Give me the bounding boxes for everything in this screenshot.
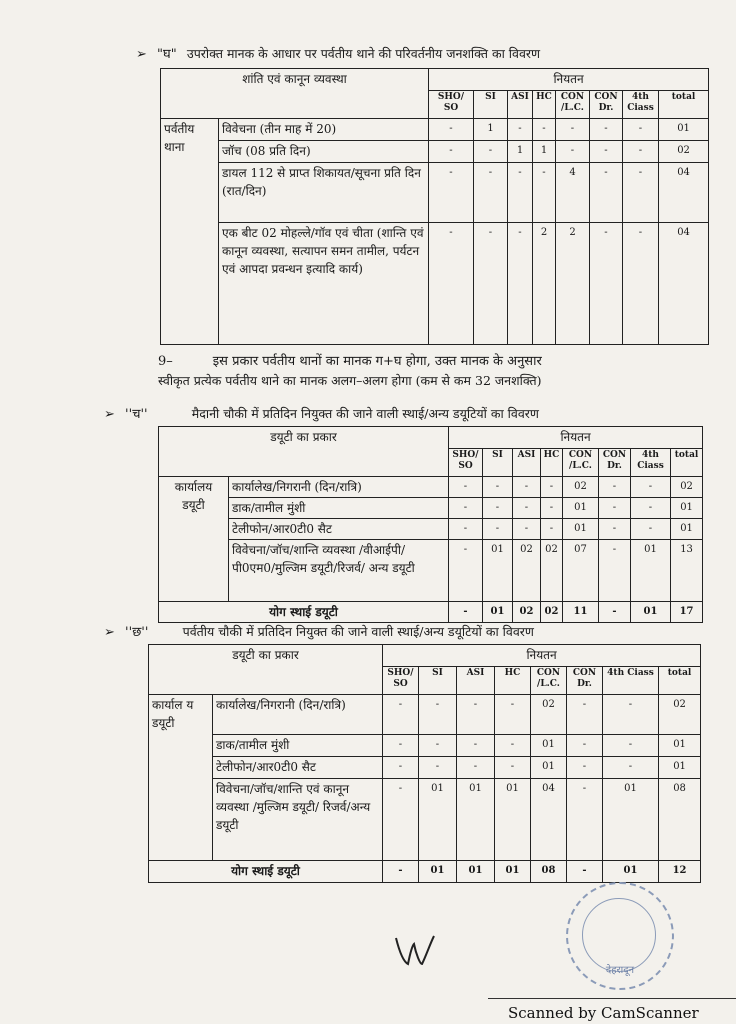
para-number: 9– bbox=[158, 354, 173, 369]
table-chha: डयूटी का प्रकार नियतन SHO/ SO SI ASI HC CON /L.C. CON Dr. 4th Ciass total कार्याल य डयूटी कार्यालेख/निगरानी (दिन/रात्रि) - - - - 02 - - 02 डाक/तामील मुंशी - - - - 01 - - 01 टेलीफोन/आर0टी0 सैट - - - - 01 - - 01 विवेचना/जॉच/शान्ति एवं कानून व्यवस्था /मुल्जिम डयूटी/ रिजर्व/अन्य डयूटी - 01 01 01 04 - 01 08 योग स्थाई डयूटी - 01 01 01 08 - 01 12 bbox=[148, 644, 701, 883]
section-gha-heading: ➢ "घ" उपरोक्त मानक के आधार पर पर्वतीय थाने की परिवर्तनीय जनशक्ति का विवरण bbox=[136, 46, 541, 62]
divider bbox=[488, 998, 736, 999]
col-head: शांति एवं कानून व्यवस्था bbox=[161, 69, 429, 119]
table-row: विवेचना/जॉच/शान्ति व्यवस्था /वीआईपी/पी0एम0/मुल्जिम डयूटी/रिजर्व/ अन्य डयूटी - 01 02 02 07 - 01 13 bbox=[159, 540, 703, 602]
table-cha: डयूटी का प्रकार नियतन SHO/ SO SI ASI HC CON /L.C. CON Dr. 4th Ciass total कार्यालय डयूटी कार्यालेख/निगरानी (दिन/रात्रि) - - - - 02 - - 02 डाक/तामील मुंशी - - - - 01 - - 01 टेलीफोन/आर0टी0 सैट - - - - 01 - - 01 विवेचना/जॉच/शान्ति व्यवस्था /वीआईपी/पी0एम0/मुल्जिम डयूटी/रिजर्व/ अन्य डयूटी - 01 02 02 07 - 01 13 योग स्थाई डयूटी - 01 02 02 11 - 01 17 bbox=[158, 426, 703, 623]
table-row: विवेचना/जॉच/शान्ति एवं कानून व्यवस्था /मुल्जिम डयूटी/ रिजर्व/अन्य डयूटी - 01 01 01 04 - 01 08 bbox=[149, 779, 701, 861]
total-row: योग स्थाई डयूटी - 01 02 02 11 - 01 17 bbox=[159, 602, 703, 623]
table-row: डाक/तामील मुंशी - - - - 01 - - 01 bbox=[149, 735, 701, 757]
scanner-watermark: Scanned by CamScanner bbox=[508, 1004, 699, 1022]
table-row: डायल 112 से प्राप्त शिकायत/सूचना प्रति दिन (रात/दिन) - - - - 4 - - 04 bbox=[161, 163, 709, 223]
row-label: एक बीट 02 मोहल्ले/गॉव एवं चीता (शान्ति एवं कानून व्यवस्था, सत्यापन समन तामील, पर्यटन एवं आपदा प्रवन्धन इत्यादि कार्य) bbox=[219, 223, 429, 345]
col-con-lc: CON /L.C. bbox=[556, 91, 590, 119]
table-row: एक बीट 02 मोहल्ले/गॉव एवं चीता (शान्ति एवं कानून व्यवस्था, सत्यापन समन तामील, पर्यटन एवं आपदा प्रवन्धन इत्यादि कार्य) - - - 2 2 - - 04 bbox=[161, 223, 709, 345]
col-si: SI bbox=[474, 91, 508, 119]
col-total: total bbox=[659, 91, 709, 119]
row-label: जॉच (08 प्रति दिन) bbox=[219, 141, 429, 163]
signature-icon bbox=[392, 924, 438, 970]
bullet-icon: ➢ bbox=[104, 625, 115, 640]
row-label: डायल 112 से प्राप्त शिकायत/सूचना प्रति दिन (रात/दिन) bbox=[219, 163, 429, 223]
total-row: योग स्थाई डयूटी - 01 01 01 08 - 01 12 bbox=[149, 861, 701, 883]
col-asi: ASI bbox=[508, 91, 533, 119]
col-head: डयूटी का प्रकार bbox=[159, 427, 449, 477]
row-group: कार्याल य डयूटी bbox=[149, 695, 213, 861]
section-chha-heading: ➢ ''छ'' पर्वतीय चौकी में प्रतिदिन नियुक्त की जाने वाली स्थाई/अन्य डयूटियों का विवरण bbox=[104, 624, 534, 640]
col-con-dr: CON Dr. bbox=[590, 91, 623, 119]
col-head: डयूटी का प्रकार bbox=[149, 645, 383, 695]
section-cha-heading: ➢ ''च'' मैदानी चौकी में प्रतिदिन नियुक्त की जाने वाली स्थाई/अन्य डयूटियों का विवरण bbox=[104, 406, 539, 422]
col-sho: SHO/ SO bbox=[429, 91, 474, 119]
table-row: पर्वतीय थाना विवेचना (तीन माह में 20) - 1 - - - - - 01 bbox=[161, 119, 709, 141]
row-label: विवेचना (तीन माह में 20) bbox=[219, 119, 429, 141]
table-gha bbox=[160, 68, 709, 345]
paragraph-9: 9– इस प्रकार पर्वतीय थानों का मानक ग+घ होगा, उक्त मानक के अनुसार स्वीकृत प्रत्येक पर्वतीय थाने का मानक अलग–अलग होगा (कम से कम 32 जनशक्ति) bbox=[158, 354, 542, 388]
table-row: डाक/तामील मुंशी - - - - 01 - - 01 bbox=[159, 498, 703, 519]
row-group: पर्वतीय थाना bbox=[161, 119, 219, 345]
table-row: कार्यालय डयूटी कार्यालेख/निगरानी (दिन/रात्रि) - - - - 02 - - 02 bbox=[159, 477, 703, 498]
niyatan-head: नियतन bbox=[383, 645, 701, 667]
bullet-icon: ➢ bbox=[104, 407, 115, 422]
table-row: जॉच (08 प्रति दिन) - - 1 1 - - - 02 bbox=[161, 141, 709, 163]
office-stamp-icon: देहरादून bbox=[566, 882, 674, 990]
table-row: कार्याल य डयूटी कार्यालेख/निगरानी (दिन/रात्रि) - - - - 02 - - 02 bbox=[149, 695, 701, 735]
row-group: कार्यालय डयूटी bbox=[159, 477, 229, 602]
niyatan-head: नियतन bbox=[449, 427, 703, 449]
niyatan-head: नियतन bbox=[429, 69, 709, 91]
col-hc: HC bbox=[533, 91, 556, 119]
bullet-icon: ➢ bbox=[136, 47, 147, 62]
table-row: टेलीफोन/आर0टी0 सैट - - - - 01 - - 01 bbox=[159, 519, 703, 540]
table-row: टेलीफोन/आर0टी0 सैट - - - - 01 - - 01 bbox=[149, 757, 701, 779]
col-4th: 4th Ciass bbox=[623, 91, 659, 119]
